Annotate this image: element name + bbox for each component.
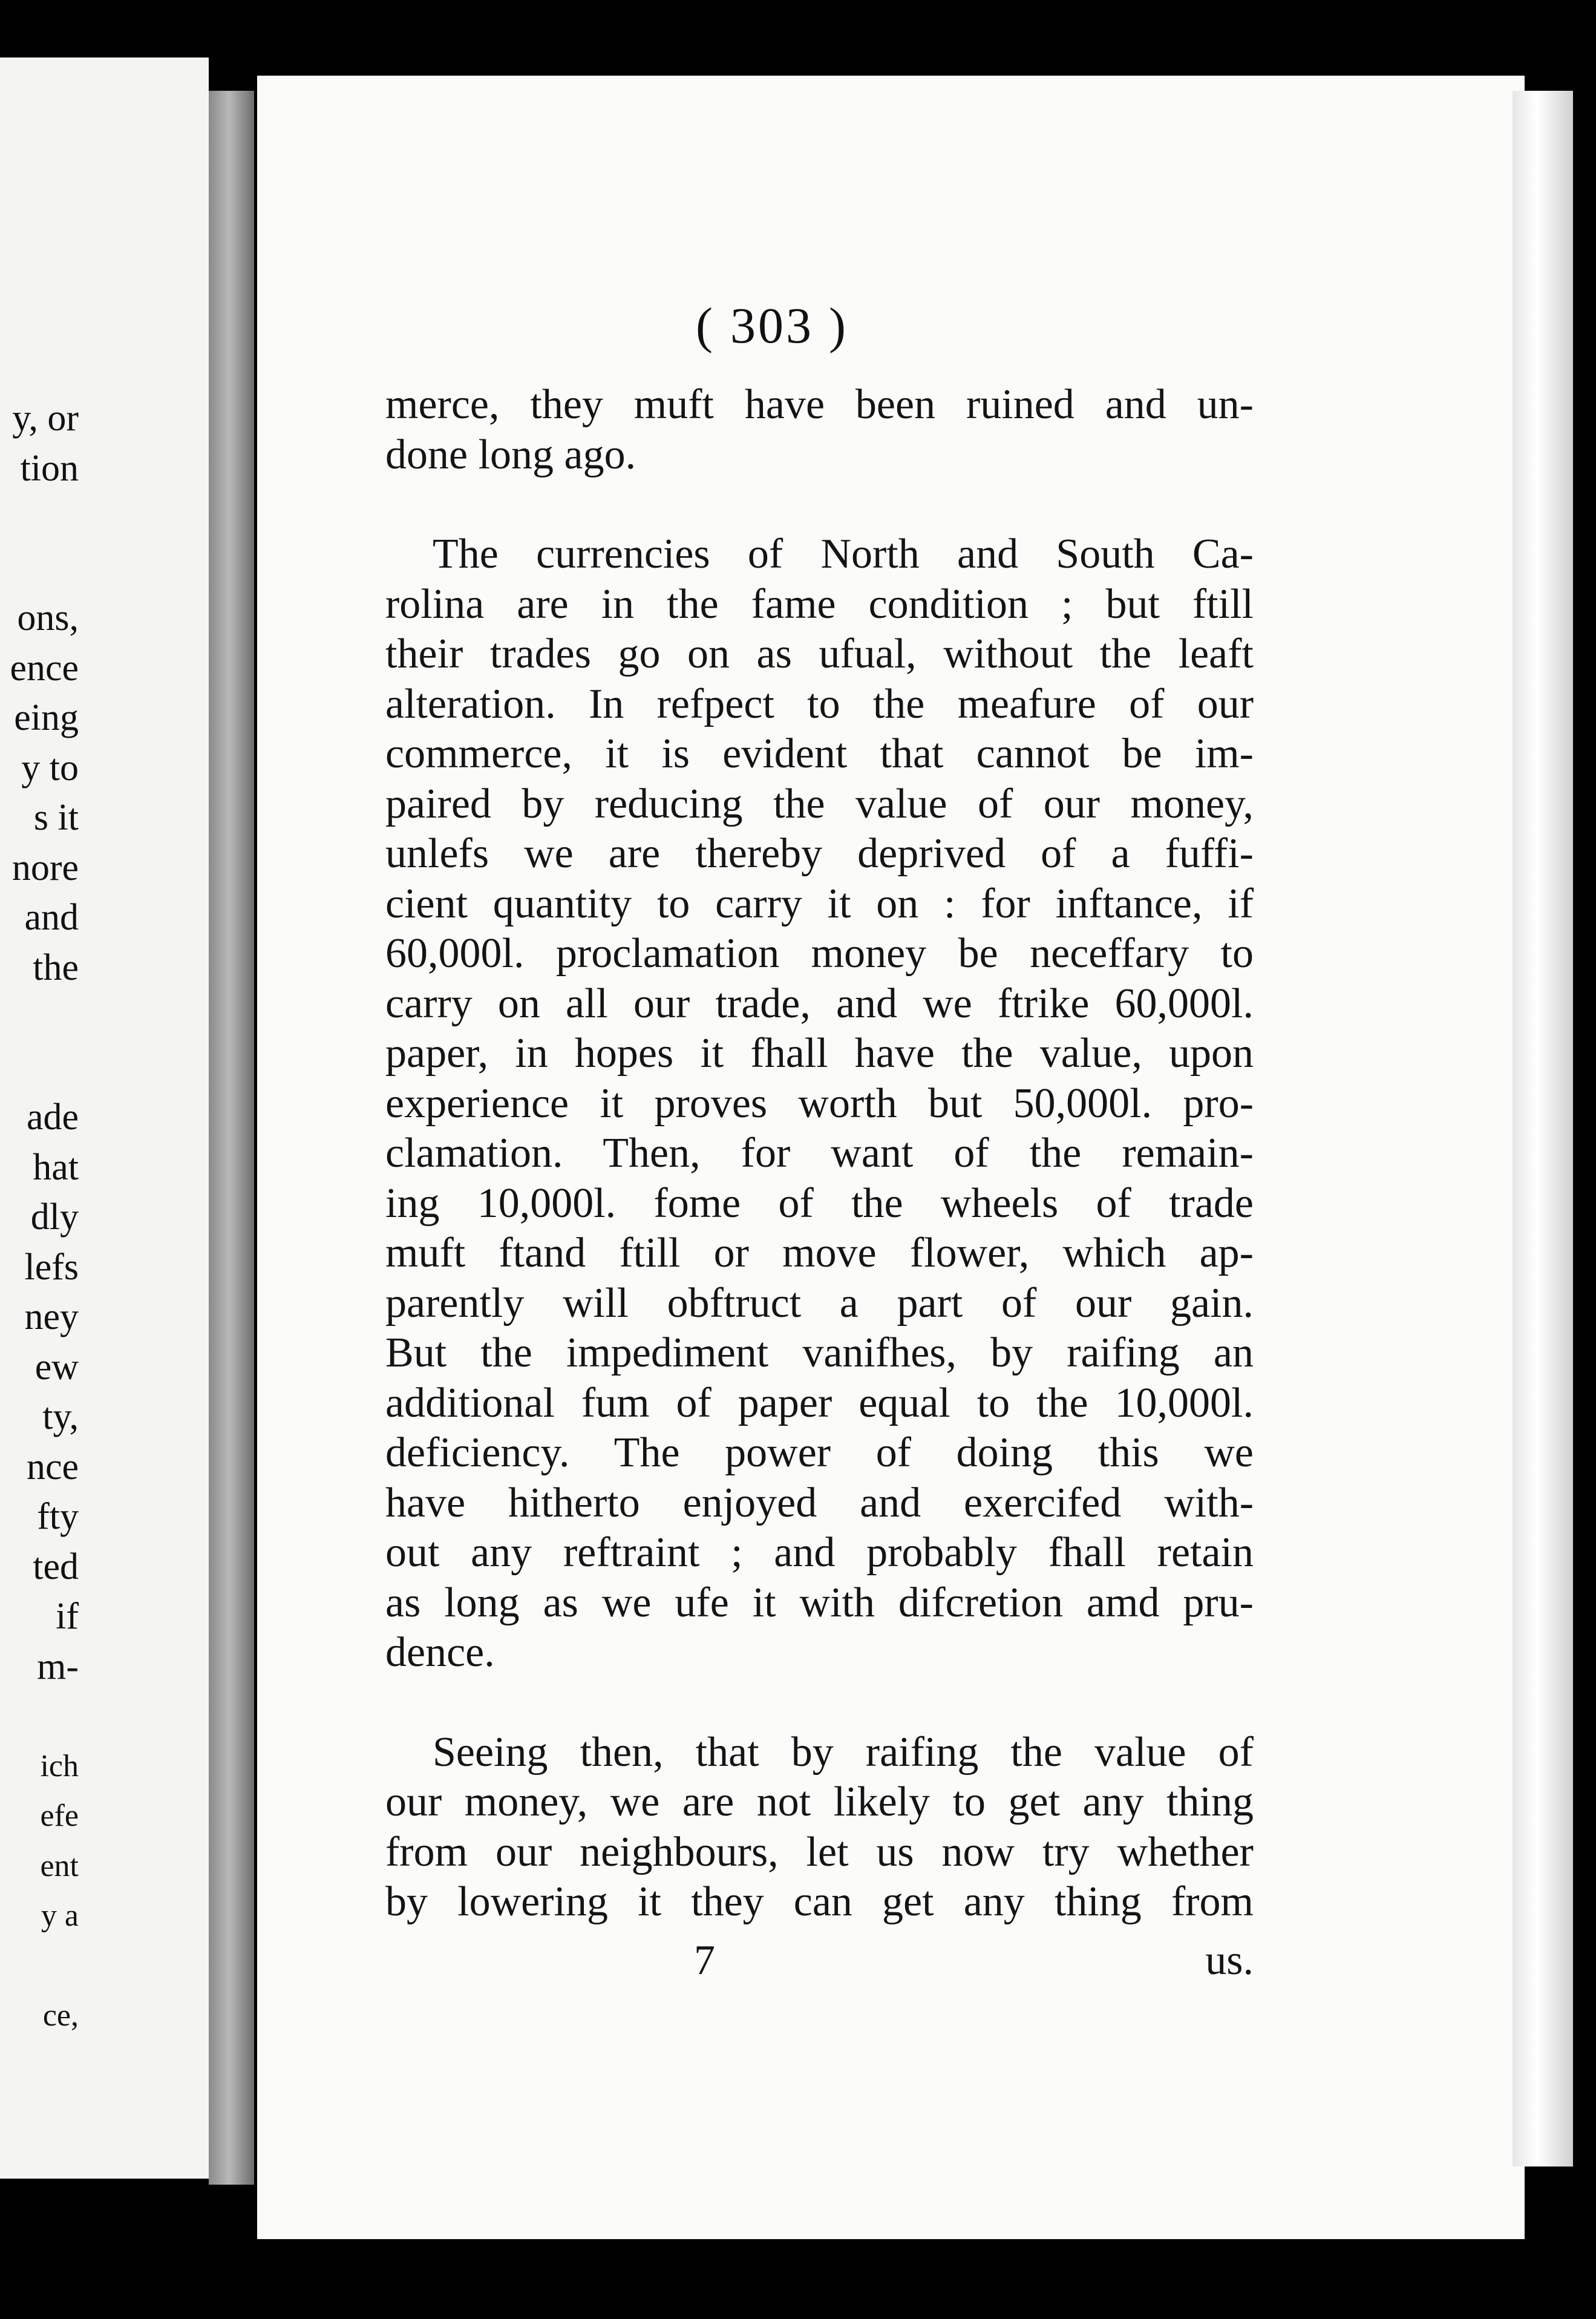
text-line: The currencies of North and South Ca- [433, 531, 1254, 577]
text-line: parently will obftruct a part of our gain. [385, 1279, 1254, 1327]
paragraph [385, 1728, 1254, 1927]
text-line: unlefs we are thereby deprived of a fuffi- [385, 830, 1254, 877]
left-fragment-line [0, 1691, 79, 1742]
left-fragment-line: ons, [17, 597, 79, 638]
page-body [385, 380, 1254, 1927]
left-fragment-line: s it [33, 797, 79, 838]
left-fragment-line: ent [40, 1848, 79, 1883]
left-fragment-line: and [24, 897, 79, 938]
text-line: cient quantity to carry it on : for inftance, if [385, 880, 1254, 927]
left-fragment-line: ty, [42, 1396, 79, 1437]
text-line: paired by reducing the value of our money, [385, 780, 1254, 827]
page-number-header: ( 303 ) [696, 298, 848, 354]
text-line: dence. [385, 1629, 495, 1676]
text-line: additional fum of paper equal to the 10,000l. [385, 1379, 1254, 1426]
text-line: ing 10,000l. fome of the wheels of trade [385, 1179, 1254, 1227]
text-line: But the impediment vanifhes, by raifing an [385, 1330, 1254, 1376]
left-fragment-line: ich [40, 1748, 79, 1783]
left-fragment-line: dly [30, 1196, 79, 1238]
left-fragment-line: the [33, 946, 79, 988]
text-line: out any reftraint ; and probably fhall retain [385, 1529, 1254, 1576]
left-fragment-line: fty [37, 1496, 79, 1537]
text-line: 60,000l. proclamation money be neceffary to [385, 930, 1254, 977]
page-footer [385, 1937, 1254, 1991]
text-line: muft ftand ftill or move flower, which ap- [385, 1230, 1254, 1276]
text-line: merce, they muft have been ruined and un- [385, 381, 1254, 428]
left-fragment-line [0, 1941, 79, 1992]
text-line: commerce, it is evident that cannot be im- [385, 730, 1254, 777]
left-fragment-line: lefs [24, 1246, 79, 1288]
text-line: by lowering it they can get any thing from [385, 1878, 1254, 1925]
catchword: us. [1205, 1937, 1254, 1984]
left-fragment-line: nce [26, 1446, 79, 1488]
page-edge [1513, 91, 1573, 2166]
left-fragment-line: ted [33, 1546, 79, 1587]
text-line: rolina are in the fame condition ; but ftill [385, 580, 1254, 628]
left-fragment-line: ence [10, 647, 79, 689]
left-fragment-line: ew [34, 1346, 79, 1388]
left-fragment-line [0, 493, 79, 543]
left-fragment-line: efe [40, 1799, 79, 1833]
left-fragment-line: nore [11, 847, 79, 888]
text-line: from our neighbours, let us now try whether [385, 1828, 1254, 1875]
left-fragment-line: tion [20, 447, 79, 489]
left-fragment-line: hat [33, 1146, 79, 1188]
signature-mark: 7 [694, 1937, 715, 1984]
left-page-text-fragments [0, 393, 79, 2041]
text-line: experience it proves worth but 50,000l. pro- [385, 1080, 1254, 1127]
paragraph [385, 380, 1254, 480]
text-line: deficiency. The power of doing this we [385, 1429, 1254, 1476]
left-fragment-line: if [56, 1596, 79, 1637]
text-line: our money, we are not likely to get any thing [385, 1779, 1254, 1825]
text-line: carry on all our trade, and we ftrike 60,000l. [385, 980, 1254, 1027]
text-line: alteration. In refpect to the meafure of our [385, 680, 1254, 727]
text-line: done long ago. [385, 431, 636, 478]
left-fragment-line: y a [41, 1898, 79, 1933]
book-gutter [209, 91, 254, 2185]
text-line: clamation. Then, for want of the remain- [385, 1130, 1254, 1176]
paragraph [385, 530, 1254, 1678]
left-fragment-line [0, 992, 79, 1043]
left-fragment-line: m- [37, 1645, 79, 1687]
left-fragment-line [0, 1043, 79, 1093]
left-fragment-line: y to [21, 747, 79, 789]
text-line: as long as we ufe it with difcretion amd pru- [385, 1579, 1254, 1626]
left-fragment-line: y, or [12, 398, 79, 439]
left-fragment-line: ce, [42, 1998, 79, 2033]
left-fragment-line: eing [14, 697, 79, 738]
left-fragment-line: ney [24, 1296, 79, 1337]
text-line: their trades go on as ufual, without the leaft [385, 631, 1254, 677]
text-line: Seeing then, that by raifing the value of [433, 1728, 1254, 1776]
text-line: have hitherto enjoyed and exercifed with- [385, 1479, 1254, 1526]
left-fragment-line: ade [26, 1097, 79, 1138]
left-fragment-line [0, 543, 79, 594]
text-line: paper, in hopes it fhall have the value, upon [385, 1030, 1254, 1077]
